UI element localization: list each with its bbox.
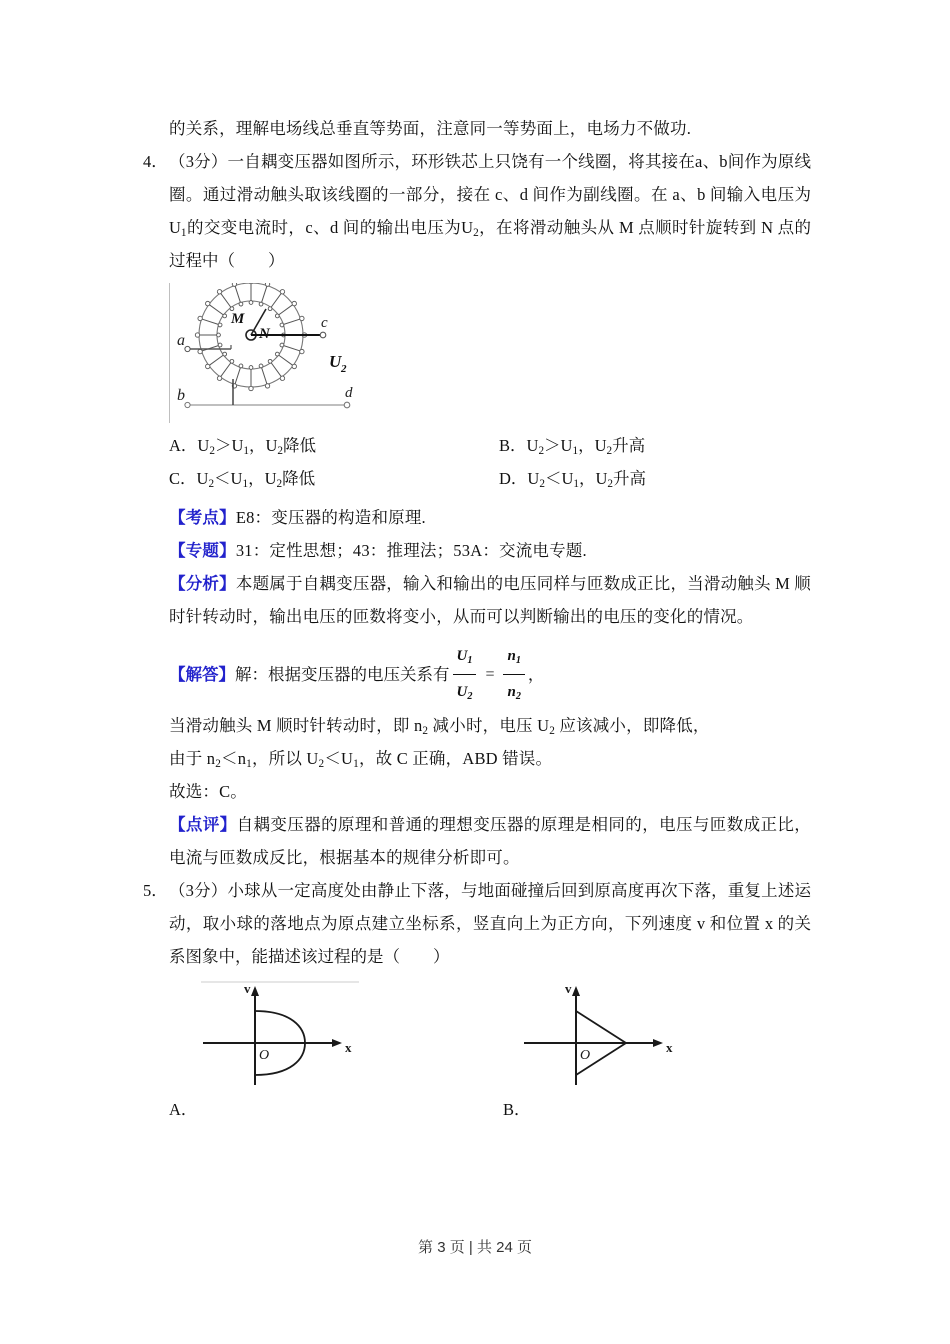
jieda-line-2-sub-u2: 2 (318, 758, 325, 771)
terminal-dot-c (320, 332, 326, 338)
option-d-u2: U (561, 469, 574, 488)
jieda-line-2-sub-u1: 1 (353, 758, 359, 771)
dianping-text: 自耦变压器的原理和普通的理想变压器的原理是相同的，电压与匝数成正比，电流与匝数成反比，根据基本的规律分析即可。 (169, 815, 811, 867)
graph-cell-b (490, 977, 811, 1095)
option-c-tail: ，U (248, 469, 277, 488)
question-5 (143, 874, 811, 973)
terminal-dot-a (185, 346, 190, 351)
option-d-u2-sub: 1 (573, 478, 579, 491)
graph-b-origin-label: O (580, 1048, 591, 1063)
question-4-stem (169, 145, 811, 277)
dianping-block (143, 808, 811, 874)
graph-a-y-arrow (251, 986, 259, 996)
option-c-u-sub: 2 (208, 478, 215, 491)
question-5-option-keys (143, 1095, 811, 1125)
fenxi-text: 本题属于自耦变压器，输入和输出的电压同样与匝数成正比，当滑动触头 M 顺时针转动时，输出电压的匝数将变小，从而可以判断输出的电压的变化的情况。 (169, 574, 811, 626)
option-a-u: U (197, 436, 210, 455)
fraction-numerator-u1: $U_1$ (453, 640, 477, 675)
graph-b-svg (516, 977, 686, 1095)
fraction-denominator-u2: $U_2$ (456, 683, 473, 702)
jieda-tag: 【解答】 (169, 664, 235, 684)
graph-a-x-label: x (345, 1040, 352, 1055)
fenxi-tag: 【分析】 (169, 574, 236, 593)
jieda-line-1-a: 当滑动触头 M 顺时针转动时，即 n (169, 716, 423, 735)
option-a-u2: U (231, 436, 244, 455)
option-d[interactable] (499, 462, 811, 495)
graph-a-box (195, 977, 365, 1095)
option-d-u: U (527, 469, 540, 488)
question-4-stem-part1: 一自耦变压器如图所示，环形铁芯上只饶有一个线圈，将其接在a、b间作为原线圈。通过滑动触头取该线圈的一部分，接在 c、d 间作为副线圈。在 a、b 间输入电压 (169, 152, 812, 204)
label-terminal-d: d (345, 385, 353, 401)
zhuanti-tag: 【专题】 (169, 541, 236, 560)
question-5-number: 5． (143, 881, 168, 900)
graph-b-y-arrow (572, 986, 580, 996)
option-a-key: A． (169, 436, 198, 455)
zhuanti-text: 31：定性思想；43：推理法；53A：交流电专题. (235, 541, 587, 560)
jieda-line-1 (143, 709, 811, 742)
option-b-u2-sub: 1 (572, 445, 579, 458)
page-footer: 第 3 页 | 共 24 页 (418, 1239, 532, 1256)
jieda-formula-line (143, 645, 811, 703)
question-5-graph-row (143, 977, 811, 1095)
option-c-tail2: 降低 (282, 469, 316, 488)
jieda-line-2-b: ＜n (221, 749, 247, 768)
figure-left-rule (169, 283, 170, 423)
option-a-u2-sub: 1 (243, 445, 249, 458)
question-4-score: （3分） (169, 152, 228, 171)
jieda-line-1-b: 减小时，电压 U (428, 716, 550, 735)
question-4-sub-u2: 2 (473, 227, 479, 240)
option-d-u-sub: 2 (539, 478, 545, 491)
coil-windings (195, 283, 306, 391)
carryover-paragraph: 的关系，理解电场线总垂直等势面，注意同一等势面上，电场力不做功. (169, 119, 692, 138)
jieda-line-1-c: 应该减小，即降低， (555, 716, 710, 735)
option-a[interactable] (169, 429, 499, 462)
option-b[interactable] (499, 429, 811, 462)
jieda-lead: 解：根据变压器的电压关系有 (235, 664, 450, 684)
kaodian-text: E8：变压器的构造和原理. (235, 508, 426, 527)
fraction-numerator-n1: $n_1$ (503, 640, 524, 675)
option-a-rel: ＞ (214, 436, 232, 455)
question-4 (143, 145, 811, 277)
jieda-line-2-sub-n2: 2 (215, 758, 221, 771)
graph-a-svg (195, 977, 365, 1095)
graph-a-x-arrow (332, 1039, 342, 1047)
question-5-stem (169, 874, 811, 973)
question-4-options-row-1 (143, 429, 811, 462)
option-b-tail2: 升高 (612, 436, 646, 455)
terminal-dot-b (185, 402, 190, 407)
option-c[interactable] (169, 462, 499, 495)
autotransformer-figure (169, 283, 369, 423)
question-4-sub-u1: 1 (180, 227, 187, 240)
option-b-u-sub: 2 (538, 445, 545, 458)
fraction-u1-over-u2 (453, 640, 477, 709)
option-d-tail: ，U (578, 469, 608, 488)
label-terminal-b: b (177, 387, 185, 404)
question-5-stem-text: 小球从一定高度处由静止下落，与地面碰撞后回到原高度再次下落，重复上述运动，取小球的落地点为原点建立坐标系，竖直向上为正方向，下列速度 v 和位置 x 的关系图象中，能描述该过程的是（ ） (169, 881, 812, 966)
option-a-tail2: 降低 (283, 436, 317, 455)
option-b-u: U (526, 436, 539, 455)
graph-b-box (516, 977, 686, 1095)
option-a-u-sub: 2 (209, 445, 215, 458)
jieda-line-1-sub-n2: 2 (422, 725, 429, 738)
option-c-u: U (196, 469, 209, 488)
graph-a-origin-label: O (259, 1048, 270, 1063)
label-output-voltage-sub: 2 (341, 363, 347, 375)
formula-trailing-comma: ， (527, 664, 545, 684)
dianping-tag: 【点评】 (169, 815, 237, 834)
label-point-n: N (259, 326, 270, 342)
jieda-line-1-sub-u2: 2 (549, 725, 555, 738)
option-d-key: D． (499, 469, 528, 488)
question-4-stem-part2a: 为U (169, 185, 811, 237)
question-5-score: （3分） (169, 881, 228, 900)
fraction-n1-over-n2 (503, 640, 524, 709)
jieda-line-2-e: ，故 C 正确，ABD 错误。 (358, 749, 553, 768)
fraction-denominator-n2: $n_2$ (507, 683, 521, 702)
label-terminal-c: c (321, 315, 328, 331)
label-point-m: M (231, 311, 245, 327)
jieda-answer-line: 故选：C。 (169, 782, 248, 801)
document-content (143, 112, 811, 1125)
autotransformer-svg (169, 283, 369, 423)
jieda-line-2-d: ＜U (324, 749, 354, 768)
label-output-voltage: U (329, 352, 342, 371)
question-4-stem-part2b: 的交变电流时，c、d 间的输出电压为U (186, 218, 474, 237)
question-5-option-a-key[interactable]: A． (169, 1100, 198, 1119)
terminal-dot-d (344, 402, 350, 408)
option-c-u2: U (230, 469, 243, 488)
question-4-stem-part2c: ，在将滑动触头从 M 点顺时针旋转到 N 点的过程中（ ） (169, 218, 811, 270)
option-b-key: B． (499, 436, 527, 455)
option-a-tail-sub: 2 (277, 445, 284, 458)
graph-cell-a (169, 977, 490, 1095)
equals-sign: = (485, 665, 495, 683)
option-d-tail2: 升高 (613, 469, 647, 488)
jieda-line-2 (143, 742, 811, 775)
graph-b-x-arrow (653, 1039, 663, 1047)
question-4-options-row-2 (143, 462, 811, 495)
option-d-tail-sub: 2 (607, 478, 614, 491)
label-terminal-a: a (177, 332, 185, 349)
option-d-rel: ＜ (544, 469, 562, 488)
graph-b-y-label: v (565, 981, 572, 996)
option-b-tail-sub: 2 (606, 445, 613, 458)
kaodian-line (143, 501, 811, 534)
graph-b-x-label: x (666, 1040, 673, 1055)
kaodian-tag: 【考点】 (169, 508, 236, 527)
jieda-line-2-sub-n1: 1 (246, 758, 252, 771)
question-5-option-b-key[interactable]: B． (503, 1100, 531, 1119)
jieda-line-2-c: ，所以 U (251, 749, 319, 768)
jieda-line-2-a: 由于 n (169, 749, 216, 768)
fenxi-block (143, 567, 811, 633)
option-c-rel: ＜ (214, 469, 231, 488)
option-b-tail: ，U (578, 436, 607, 455)
option-c-u2-sub: 1 (242, 478, 249, 491)
option-b-rel: ＞ (544, 436, 561, 455)
zhuanti-line (143, 534, 811, 567)
option-b-u2: U (560, 436, 573, 455)
option-c-key: C． (169, 469, 197, 488)
question-4-number: 4． (143, 152, 168, 171)
option-c-tail-sub: 2 (276, 478, 283, 491)
graph-a-y-label: v (244, 981, 251, 996)
option-a-tail: ，U (248, 436, 278, 455)
